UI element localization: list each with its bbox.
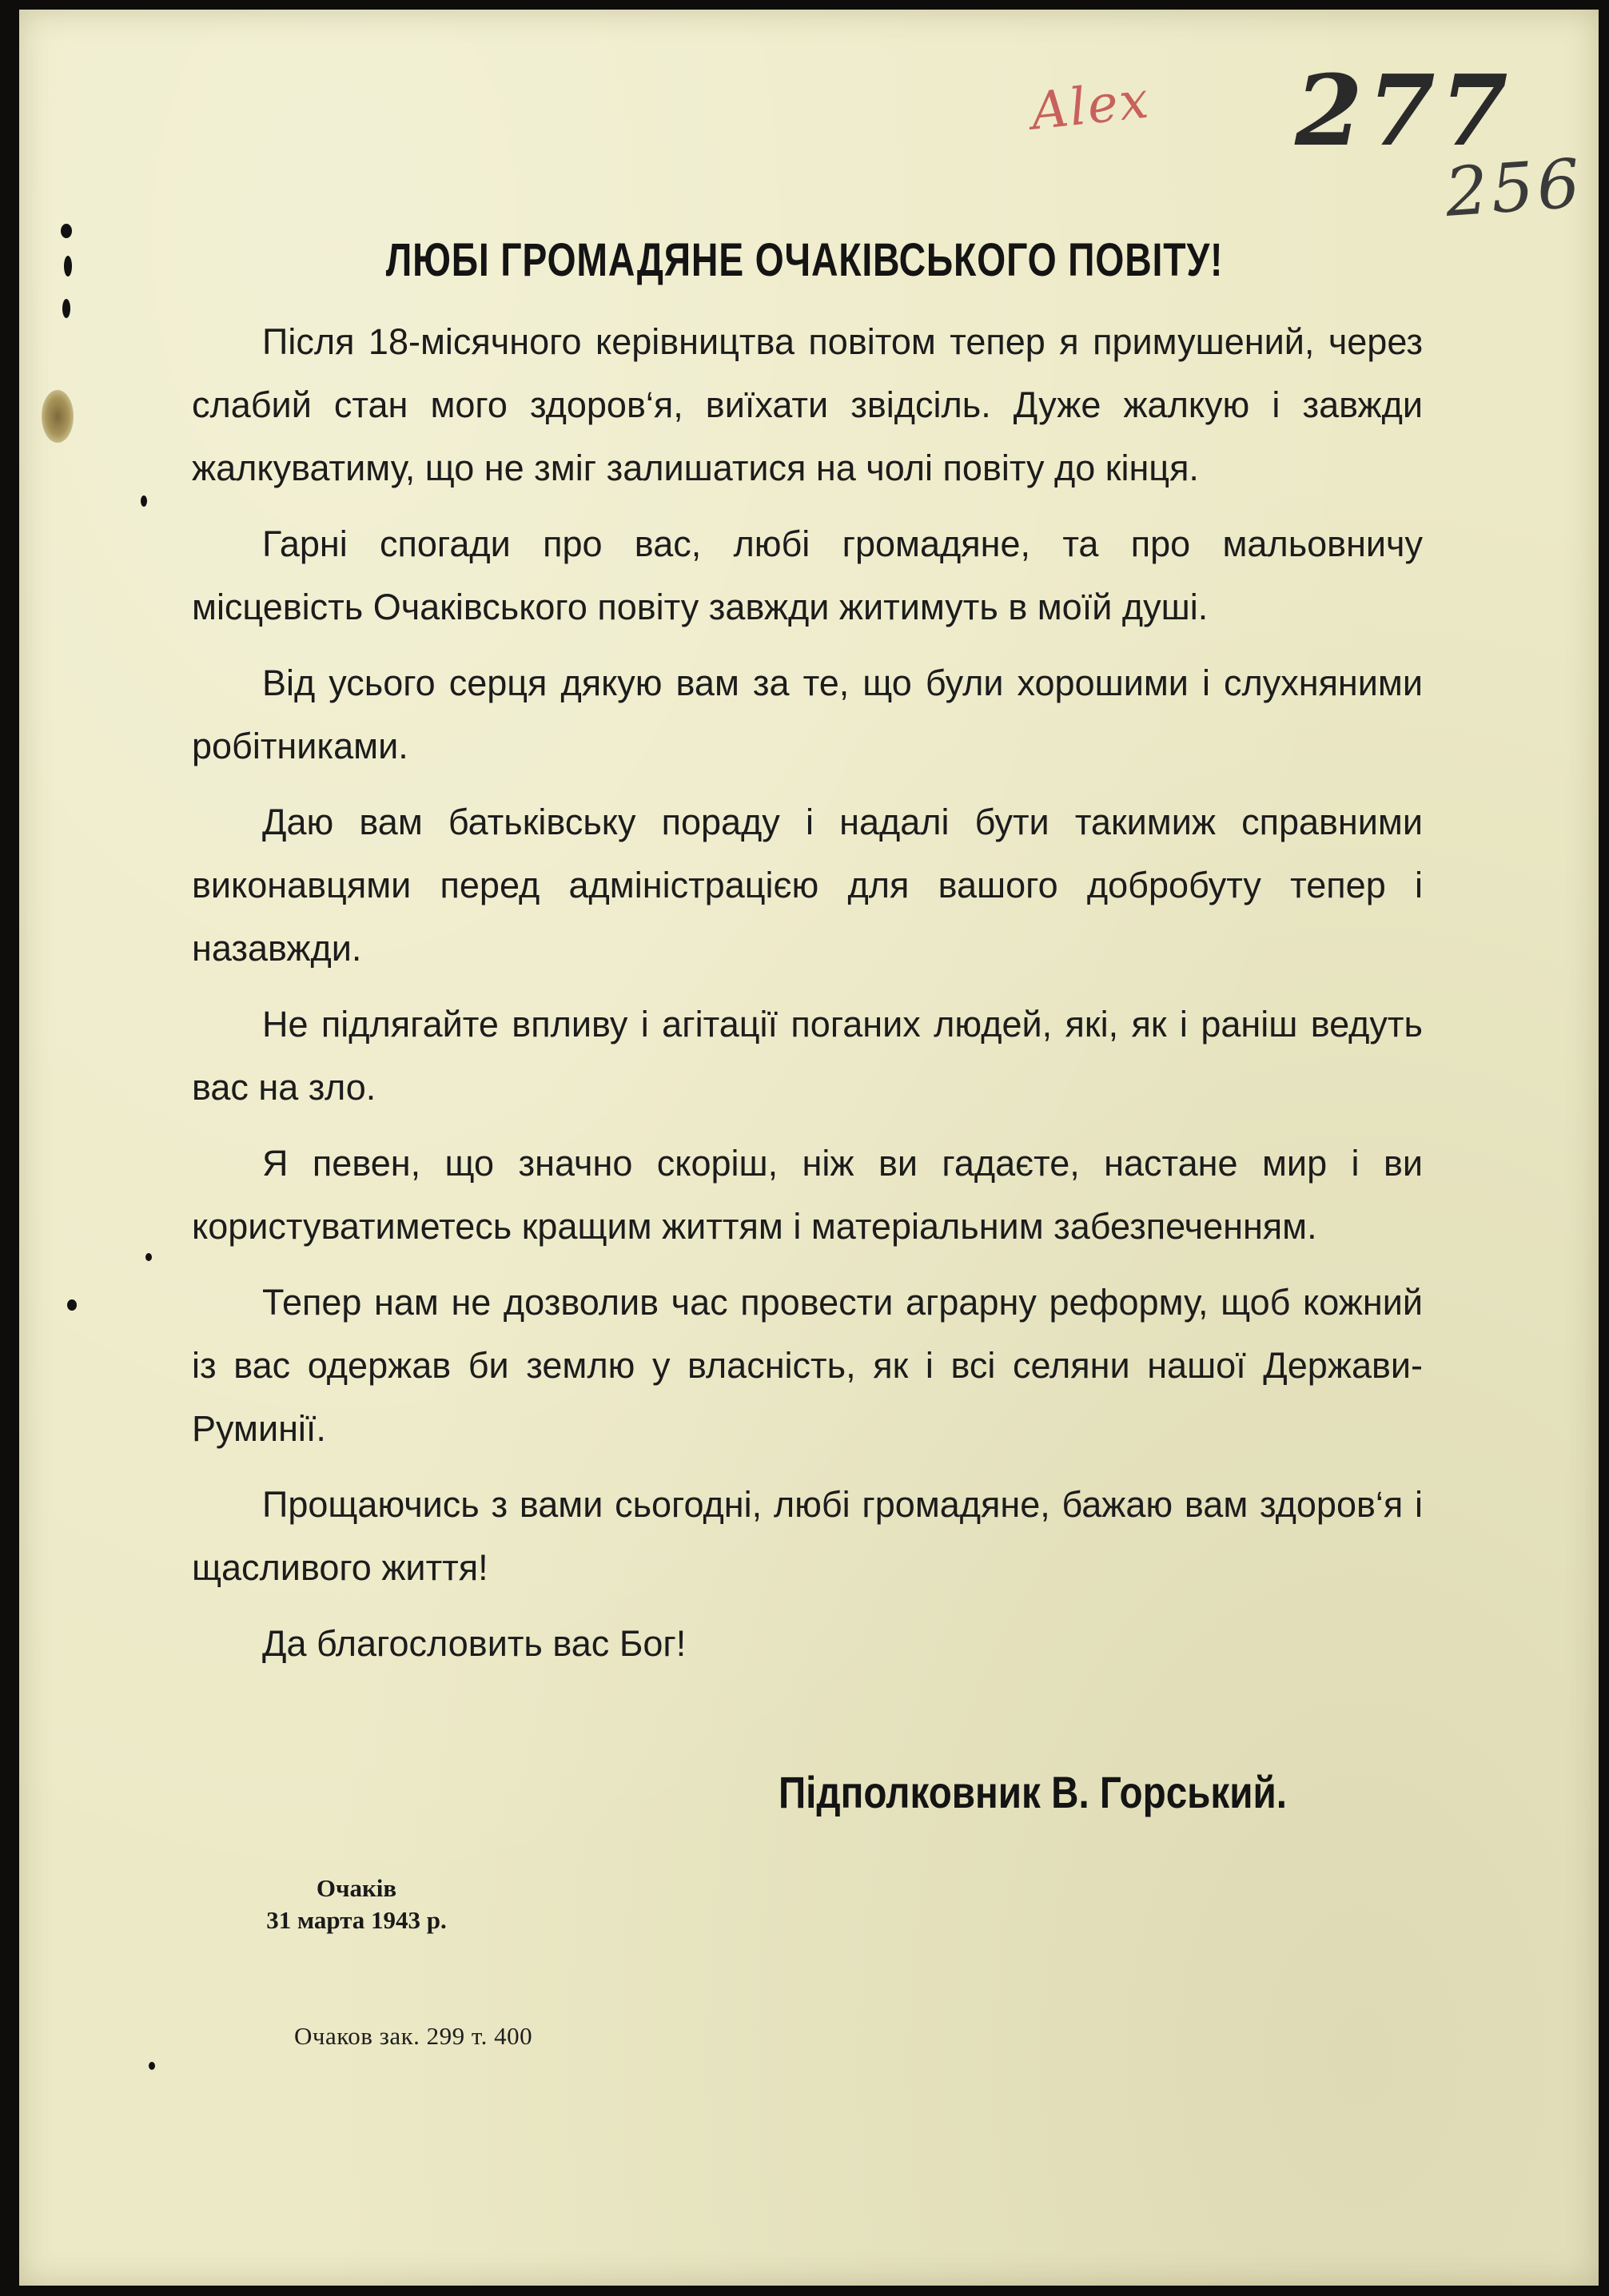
date: 31 марта 1943 р.	[266, 1906, 447, 1934]
archive-folio-number-secondary: 256	[1442, 144, 1586, 232]
punch-mark	[62, 299, 70, 318]
paragraph: Даю вам батьківську пораду і надалі бути такимиж справними виконавцями перед адміністрацією для вашого добробуту тепер і назавжди.	[192, 802, 1423, 969]
paragraph: Да благословить вас Бог!	[262, 1623, 687, 1664]
place-date-block	[229, 1872, 484, 1936]
punch-mark	[141, 495, 147, 507]
paragraph: Гарні спогади про вас, любі громадяне, та про мальовничу місцевість Очаківського повіту завжди житимуть в моїй душі.	[192, 523, 1423, 627]
punch-mark	[64, 256, 72, 277]
paragraph: Не підлягайте впливу і агітації поганих людей, які, як і раніш ведуть вас на зло.	[192, 1004, 1423, 1108]
punch-mark	[61, 224, 72, 238]
punch-mark	[145, 1253, 152, 1261]
paragraph: Тепер нам не дозволив час провести аграрну реформу, щоб кожний із вас одержав би землю у власність, як і всі селяни нашої Держави-Руминії.	[192, 1282, 1423, 1449]
archive-folio-number: 277	[1295, 53, 1513, 168]
paragraph: Я певен, що значно скоріш, ніж ви гадаєте, настане мир і ви користуватиметесь кращим життям і матеріальним забезпеченням.	[192, 1143, 1423, 1247]
punch-mark	[149, 2062, 155, 2070]
paragraph: Прощаючись з вами сьогодні, любі громадяне, бажаю вам здоров‘я і щасливого життя!	[192, 1484, 1423, 1588]
document-title: ЛЮБІ ГРОМАДЯНЕ ОЧАКІВСЬКОГО ПОВІТУ!	[385, 234, 1224, 286]
paper-stain	[42, 390, 74, 443]
signature: Підполковник В. Горський.	[778, 1767, 1287, 1817]
paragraph: Від усього серця дякую вам за те, що були хорошими і слухняними робітниками.	[192, 663, 1423, 766]
punch-mark	[67, 1299, 77, 1311]
print-info: Очаков зак. 299 т. 400	[294, 2022, 533, 2050]
archive-notation-red: Alex	[1028, 70, 1153, 142]
paragraph: Після 18-місячного керівництва повітом тепер я примушений, через слабий стан мого здоров‘я, виїхати звідсіль. Дуже жалкую і завжди жалкуватиму, що не зміг залишатися на чолі повіту до кінця.	[192, 321, 1423, 488]
place: Очаків	[316, 1874, 397, 1902]
document-body	[192, 310, 1423, 1688]
